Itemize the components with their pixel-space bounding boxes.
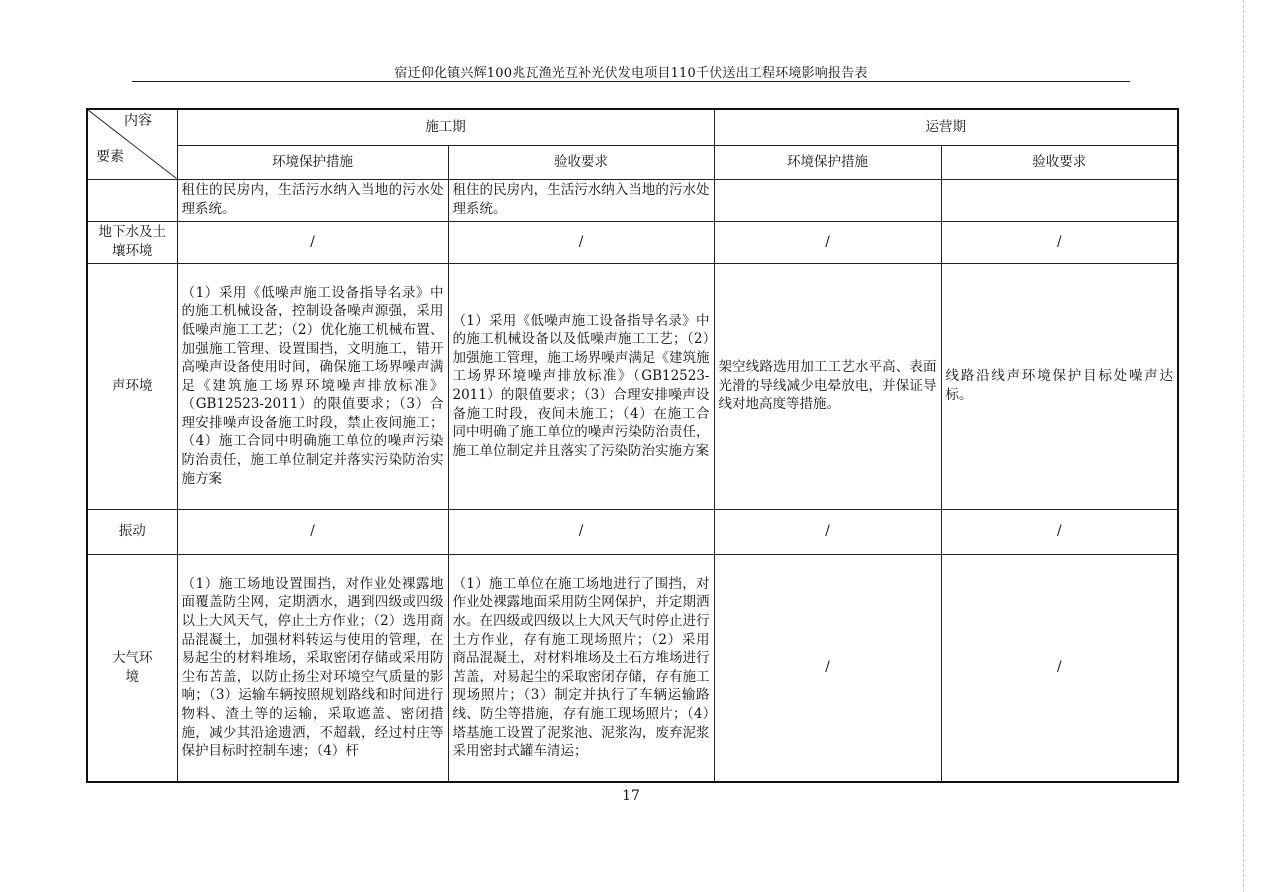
construction-acceptance-cell: / xyxy=(448,509,714,554)
phase-operation-header: 运营期 xyxy=(714,109,1178,145)
page-edge-line xyxy=(1243,0,1245,892)
row-element-cell xyxy=(87,179,177,221)
operation-acceptance-cell: / xyxy=(941,509,1178,554)
corner-element-label: 要素 xyxy=(96,148,124,165)
environmental-measures-table xyxy=(86,108,1179,783)
row-element-cell: 声环境 xyxy=(87,263,177,509)
table-row-wastewater-cont xyxy=(87,179,1178,221)
running-header-title: 宿迁仰化镇兴辉100兆瓦渔光互补光伏发电项目110千伏送出工程环境影响报告表 xyxy=(394,66,868,81)
table-row-atmosphere xyxy=(87,554,1178,782)
construction-measures-cell: 租住的民房内，生活污水纳入当地的污水处理系统。 xyxy=(177,179,448,221)
operation-acceptance-cell: / xyxy=(941,221,1178,263)
construction-measures-header: 环境保护措施 xyxy=(177,145,448,179)
construction-measures-cell: （1）施工场地设置围挡，对作业处裸露地面覆盖防尘网，定期洒水，遇到四级或四级以上大风天气，停止土方作业；（2）选用商品混凝土，加强材料转运与使用的管理，在易起尘的材料堆场，采取密闭存储或采用防尘布苫盖，以防止扬尘对环境空气质量的影响；（3）运输车辆按照规划路线和时间进行物料、渣土等的运输，采取遮盖、密闭措施，减少其沿途遗洒，不超载，经过村庄等保护目标时控制车速；（4）杆 xyxy=(177,554,448,782)
row-element-cell: 大气环境 xyxy=(87,554,177,782)
operation-acceptance-cell: / xyxy=(941,554,1178,782)
corner-header-cell xyxy=(87,109,177,179)
header-rule xyxy=(132,81,1130,82)
operation-acceptance-header: 验收要求 xyxy=(941,145,1178,179)
table-row-acoustic xyxy=(87,263,1178,509)
operation-measures-cell xyxy=(714,179,941,221)
construction-acceptance-header: 验收要求 xyxy=(448,145,714,179)
construction-measures-cell: / xyxy=(177,509,448,554)
operation-measures-header: 环境保护措施 xyxy=(714,145,941,179)
construction-acceptance-cell: （1）施工单位在施工场地进行了围挡，对作业处裸露地面采用防尘网保护，并定期洒水。在四级或四级以上大风天气时停止进行土方作业，存有施工现场照片；（2）采用商品混凝土，对材料堆场及土石方堆场进行苫盖，对易起尘的采取密闭存储，存有施工现场照片；（3）制定并执行了车辆运输路线、防尘等措施，存有施工现场照片；（4）塔基施工设置了泥浆池、泥浆沟，废弃泥浆采用密封式罐车清运； xyxy=(448,554,714,782)
row-element-cell: 振动 xyxy=(87,509,177,554)
page-number: 17 xyxy=(622,788,640,804)
operation-measures-cell: / xyxy=(714,554,941,782)
operation-measures-cell: / xyxy=(714,221,941,263)
table-header-row-phase xyxy=(87,109,1178,145)
operation-acceptance-cell xyxy=(941,179,1178,221)
phase-construction-header: 施工期 xyxy=(177,109,714,145)
corner-content-label: 内容 xyxy=(124,113,152,129)
operation-acceptance-cell: 线路沿线声环境保护目标处噪声达标。 xyxy=(941,263,1178,509)
construction-acceptance-cell: / xyxy=(448,221,714,263)
construction-measures-cell: / xyxy=(177,221,448,263)
construction-acceptance-cell: （1）采用《低噪声施工设备指导名录》中的施工机械设备以及低噪声施工工艺；（2）加强施工管理，施工场界噪声满足《建筑施工场界环境噪声排放标准》（GB12523-2011）的限值要求；（3）合理安排噪声设备施工时段，夜间未施工；（4）在施工合同中明确了施工单位的噪声污染防治责任，施工单位制定并且落实了污染防治实施方案 xyxy=(448,263,714,509)
table-header-row-sub xyxy=(87,145,1178,179)
operation-measures-cell: 架空线路选用加工工艺水平高、表面光滑的导线减少电晕放电，并保证导线对地高度等措施。 xyxy=(714,263,941,509)
construction-acceptance-cell: 租住的民房内，生活污水纳入当地的污水处理系统。 xyxy=(448,179,714,221)
operation-measures-cell: / xyxy=(714,509,941,554)
construction-measures-cell: （1）采用《低噪声施工设备指导名录》中的施工机械设备，控制设备噪声源强，采用低噪声施工工艺；（2）优化施工机械布置、加强施工管理、设置围挡，文明施工，错开高噪声设备使用时间，确保施工场界噪声满足《建筑施工场界环境噪声排放标准》（GB12523-2011）的限值要求；（3）合理安排噪声设备施工时段，禁止夜间施工；（4）施工合同中明确施工单位的噪声污染防治责任，施工单位制定并落实污染防治实施方案 xyxy=(177,263,448,509)
row-element-cell: 地下水及土壤环境 xyxy=(87,221,177,263)
table-row-groundwater-soil xyxy=(87,221,1178,263)
table-row-vibration xyxy=(87,509,1178,554)
